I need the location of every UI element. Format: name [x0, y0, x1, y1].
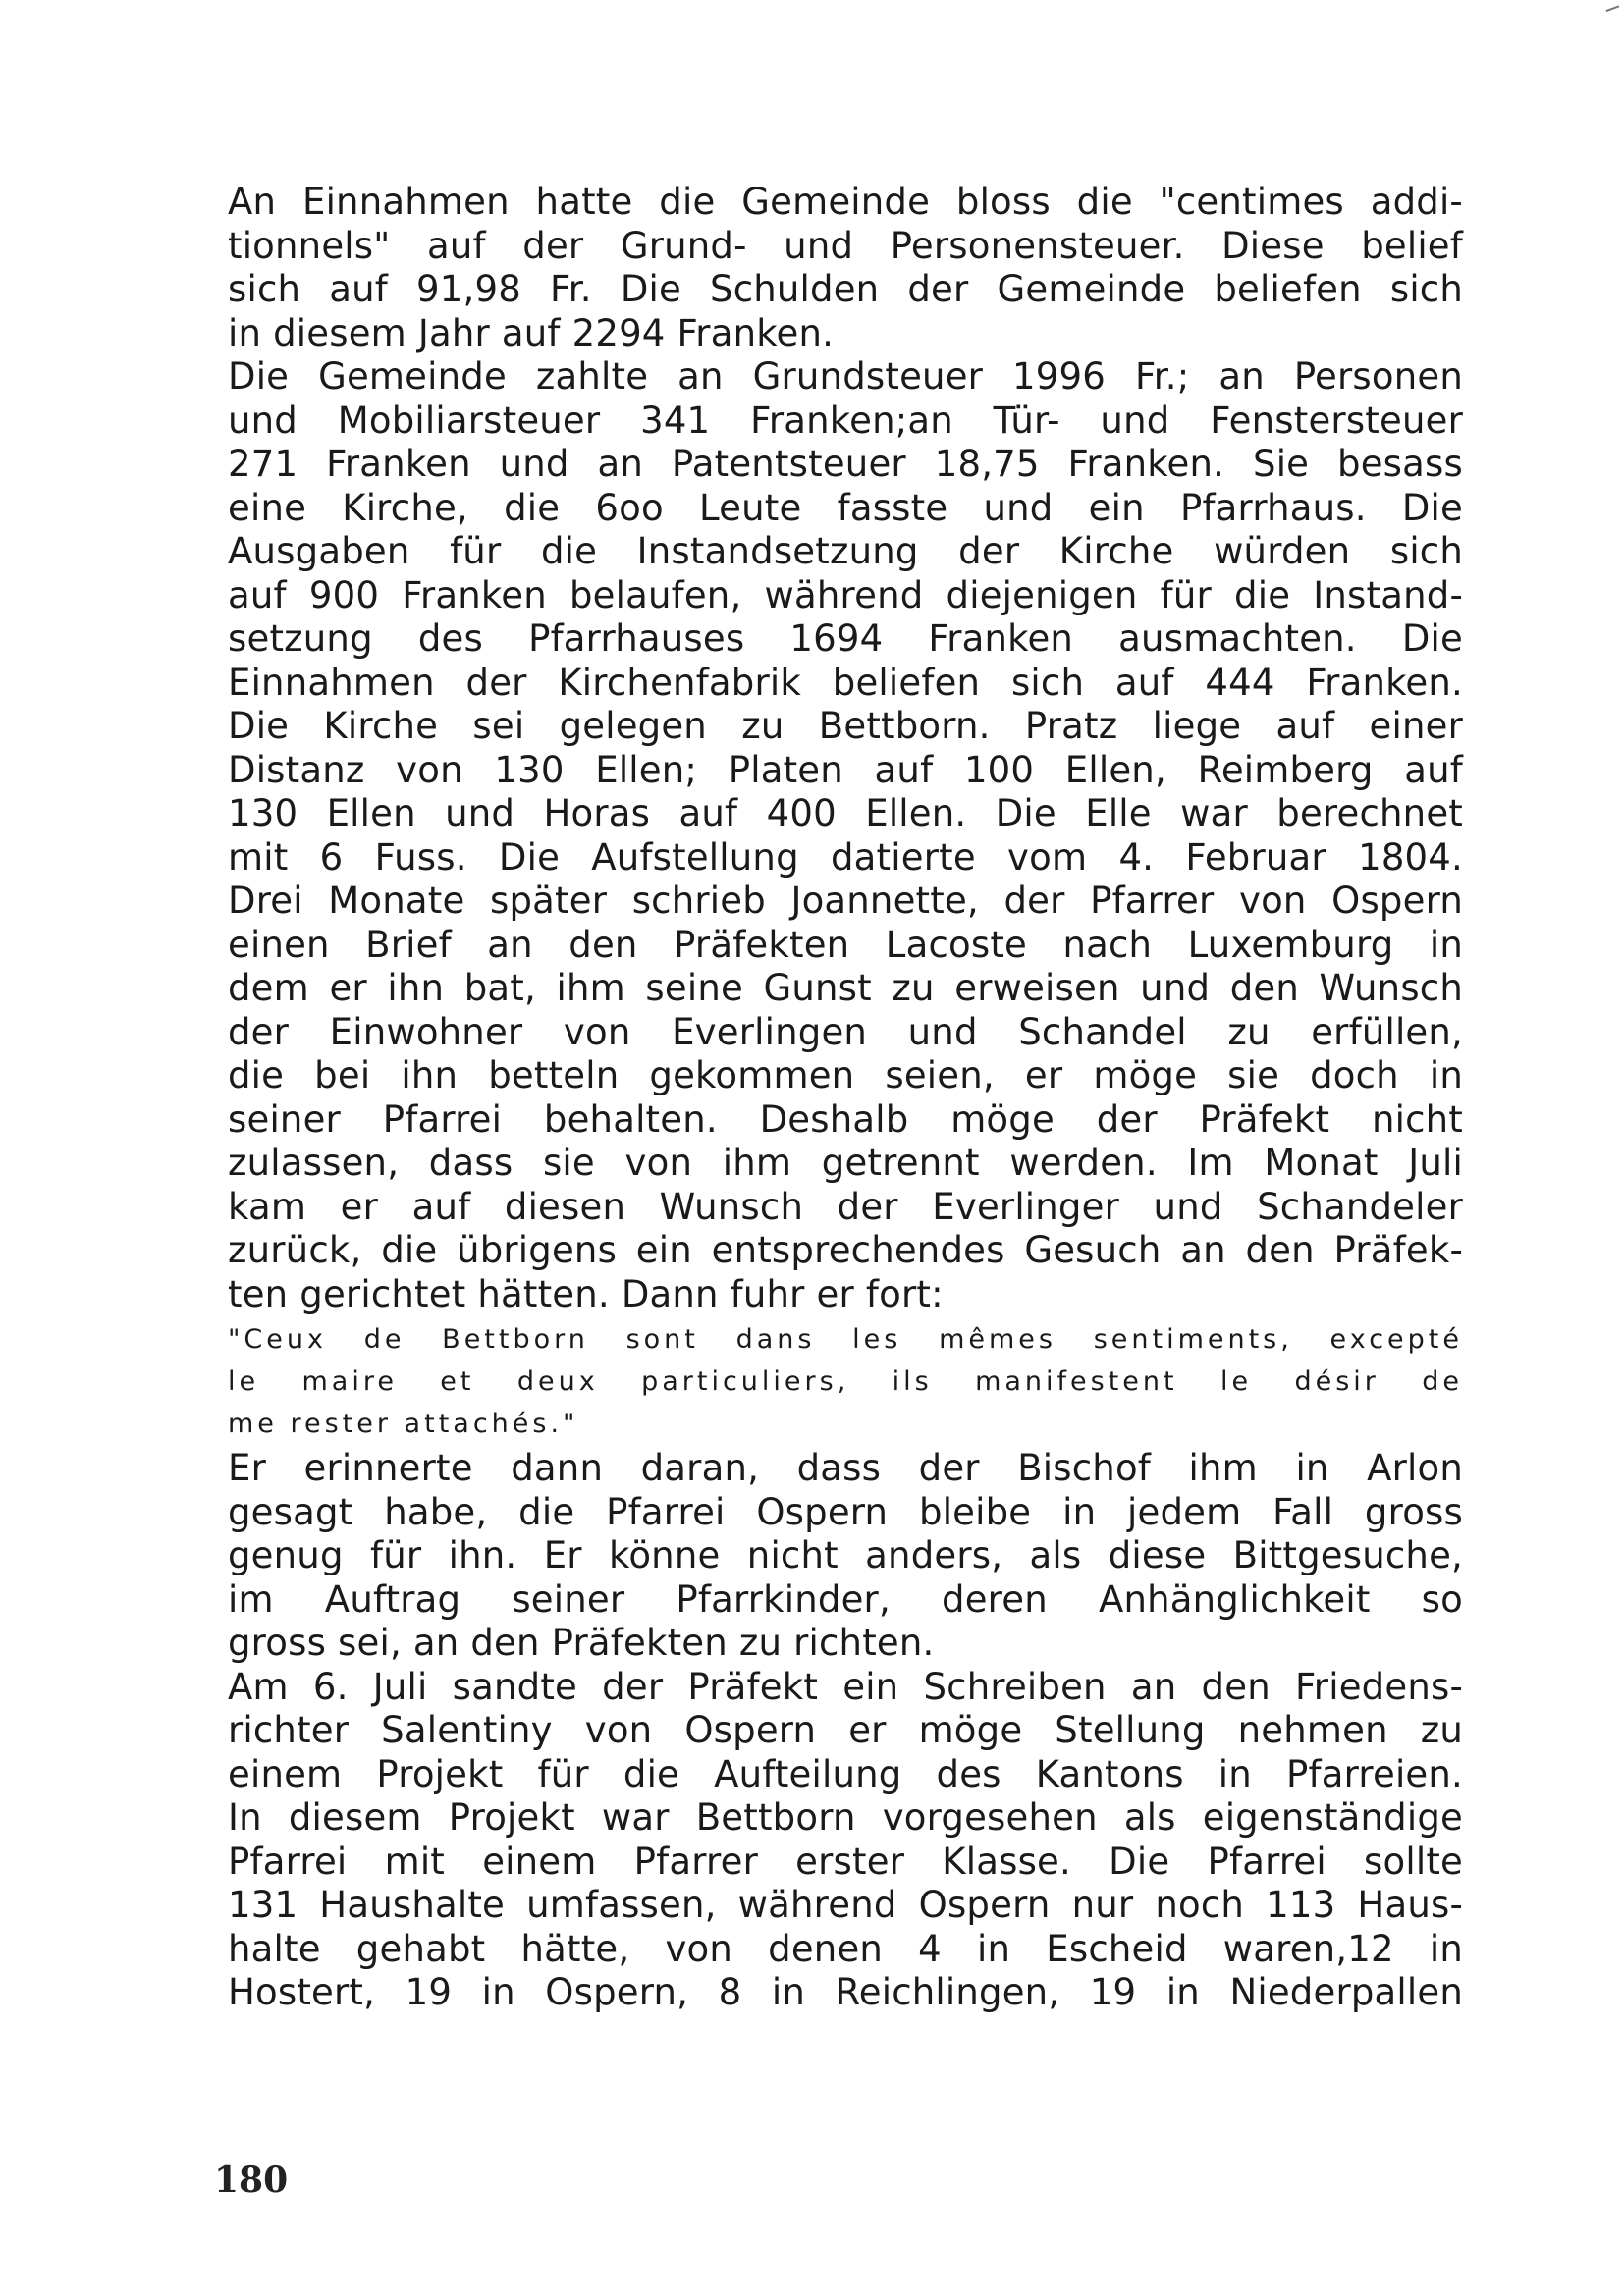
text-line: gesagt habe, die Pfarrei Ospern bleibe in jedem Fall gross [228, 1490, 1463, 1533]
text-line: Drei Monate später schrieb Joannette, der Pfarrer von Ospern [228, 880, 1463, 922]
text-line: sich auf 91,98 Fr. Die Schulden der Gemeinde beliefen sich [228, 268, 1463, 310]
paragraph [228, 181, 1463, 355]
block-quote [228, 1318, 1463, 1445]
text-line: An Einnahmen hatte die Gemeinde bloss die "centimes addi- [228, 181, 1463, 223]
text-line: ten gerichtet hätten. Dann fuhr er fort: [228, 1272, 944, 1315]
text-line: zulassen, dass sie von ihm getrennt werden. Im Monat Juli [228, 1142, 1463, 1184]
text-line: und Mobiliarsteuer 341 Franken;an Tür- und Fenstersteuer [228, 399, 1463, 442]
text-line: Distanz von 130 Ellen; Platen auf 100 Ellen, Reimberg auf [228, 748, 1463, 791]
text-line: kam er auf diesen Wunsch der Everlinger und Schandeler [228, 1185, 1463, 1228]
text-line: zurück, die übrigens ein entsprechendes Gesuch an den Präfek- [228, 1229, 1463, 1271]
text-line: auf 900 Franken belaufen, während diejenigen für die Instand- [228, 573, 1463, 616]
text-line: Pfarrei mit einem Pfarrer erster Klasse. Die Pfarrei sollte [228, 1840, 1463, 1883]
text-line: 130 Ellen und Horas auf 400 Ellen. Die Elle war berechnet [228, 792, 1463, 834]
page-number: 180 [214, 2160, 289, 2201]
paragraph [228, 1447, 1463, 1666]
text-line: Einnahmen der Kirchenfabrik beliefen sich auf 444 Franken. [228, 661, 1463, 704]
text-line: halte gehabt hätte, von denen 4 in Escheid waren,12 in [228, 1927, 1463, 1970]
text-line: Ausgaben für die Instandsetzung der Kirche würden sich [228, 530, 1463, 572]
quote-line: le maire et deux particuliers, ils manifestent le désir de [228, 1366, 1463, 1397]
text-line: setzung des Pfarrhauses 1694 Franken ausmachten. Die [228, 617, 1463, 660]
text-line: Die Kirche sei gelegen zu Bettborn. Pratz liege auf einer [228, 705, 1463, 747]
text-line: Er erinnerte dann daran, dass der Bischof ihm in Arlon [228, 1447, 1463, 1489]
text-line: die bei ihn betteln gekommen seien, er möge sie doch in [228, 1054, 1463, 1096]
text-line: einen Brief an den Präfekten Lacoste nach Luxemburg in [228, 923, 1463, 966]
text-line: im Auftrag seiner Pfarrkinder, deren Anhänglichkeit so [228, 1577, 1463, 1621]
text-line: tionnels" auf der Grund- und Personensteuer. Diese belief [228, 224, 1463, 267]
text-line: richter Salentiny von Ospern er möge Stellung nehmen zu [228, 1709, 1463, 1751]
scan-corner-mark [1603, 0, 1620, 12]
text-line: 131 Haushalte umfassen, während Ospern nur noch 113 Haus- [228, 1884, 1463, 1926]
quote-line: me rester attachés." [228, 1409, 579, 1439]
text-line: In diesem Projekt war Bettborn vorgesehen als eigenständige [228, 1796, 1463, 1839]
quote-line: "Ceux de Bettborn sont dans les mêmes sentiments, excepté [228, 1324, 1463, 1355]
text-line: 271 Franken und an Patentsteuer 18,75 Franken. Sie besass [228, 443, 1463, 485]
text-line: in diesem Jahr auf 2294 Franken. [228, 311, 835, 354]
text-line: Am 6. Juli sandte der Präfekt ein Schreiben an den Friedens- [228, 1665, 1463, 1708]
text-line: genug für ihn. Er könne nicht anders, als diese Bittgesuche, [228, 1534, 1463, 1576]
text-line: der Einwohner von Everlingen und Schandel zu erfüllen, [228, 1010, 1463, 1053]
text-line: gross sei, an den Präfekten zu richten. [228, 1622, 935, 1664]
paragraph [228, 355, 1463, 1316]
text-line: seiner Pfarrei behalten. Deshalb möge der Präfekt nicht [228, 1097, 1463, 1141]
text-line: Die Gemeinde zahlte an Grundsteuer 1996 Fr.; an Personen [228, 355, 1463, 398]
text-line: einem Projekt für die Aufteilung des Kantons in Pfarreien. [228, 1752, 1463, 1795]
text-line: eine Kirche, die 6oo Leute fasste und ein Pfarrhaus. Die [228, 486, 1463, 529]
text-line: Hostert, 19 in Ospern, 8 in Reichlingen, 19 in Niederpallen [228, 1971, 1463, 2013]
text-line: dem er ihn bat, ihm seine Gunst zu erweisen und den Wunsch [228, 967, 1463, 1009]
paragraph [228, 1666, 1463, 2015]
body-text [228, 181, 1463, 2015]
text-line: mit 6 Fuss. Die Aufstellung datierte vom 4. Februar 1804. [228, 835, 1463, 879]
